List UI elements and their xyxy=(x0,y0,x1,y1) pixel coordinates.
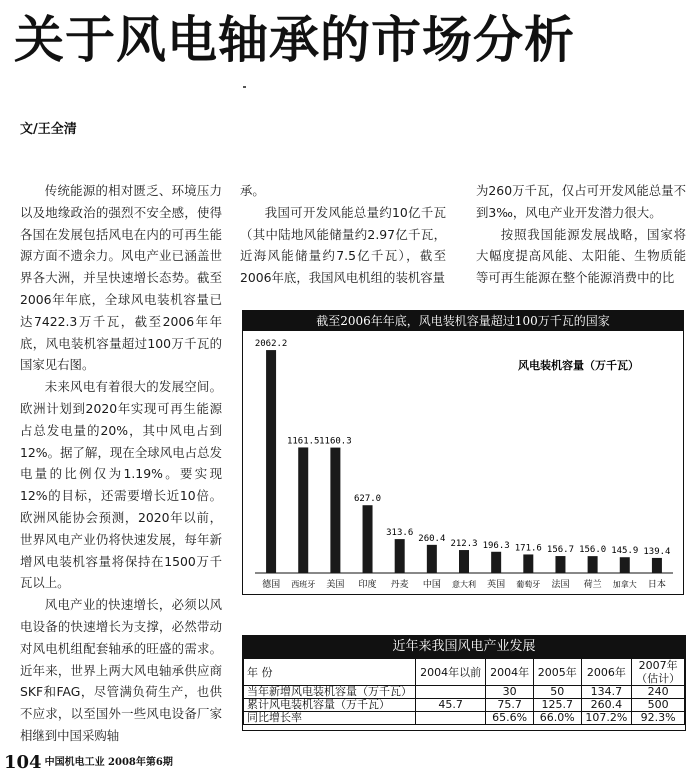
cell: 66.0% xyxy=(533,712,581,725)
data-label: 313.6 xyxy=(386,528,414,539)
bar-法国 xyxy=(555,556,565,573)
bar-印度 xyxy=(363,505,373,573)
cell xyxy=(416,712,486,725)
data-label: 1160.3 xyxy=(319,436,352,447)
bar-美国 xyxy=(330,448,340,573)
header-2007-line2: （估计） xyxy=(636,672,681,685)
cell: 125.7 xyxy=(533,699,581,712)
paragraph: 传统能源的相对匮乏、环境压力以及地缘政治的强烈不安全感，使得各国在发展包括风电在内的可再生能源方面不遗余力。风电产业已涵盖世界各大洲，并呈快速增长态势。截至2006年年底，全球风电装机容量已达7422.3万千瓦，截至2006年年底，风电装机容量超过100万千瓦的国家见右图。 xyxy=(20,183,222,373)
bar-西班牙 xyxy=(298,447,308,573)
column-2 xyxy=(240,180,446,289)
page-number: 104 xyxy=(4,752,42,773)
category-label: 荷兰 xyxy=(583,580,602,590)
header-col: 2004年以前 xyxy=(416,659,486,686)
bar-加拿大 xyxy=(620,557,630,573)
chart-legend: 风电装机容量（万千瓦） xyxy=(518,359,639,372)
cell: 50 xyxy=(533,686,581,699)
data-label: 1161.5 xyxy=(286,436,320,447)
data-label: 171.6 xyxy=(514,543,542,554)
bar-荷兰 xyxy=(588,556,598,573)
category-label: 日本 xyxy=(647,580,666,590)
row-label: 当年新增风电装机容量（万千瓦） xyxy=(244,686,416,699)
column-3 xyxy=(476,180,686,289)
data-label: 2062.2 xyxy=(254,339,288,350)
data-label: 156.0 xyxy=(579,545,607,556)
category-label: 加拿大 xyxy=(612,580,637,589)
cell: 45.7 xyxy=(416,699,486,712)
header-year: 年 份 xyxy=(244,659,416,686)
data-label: 212.3 xyxy=(450,539,478,550)
category-label: 中国 xyxy=(422,580,441,590)
cell: 240 xyxy=(632,686,685,699)
cell: 75.7 xyxy=(486,699,534,712)
decorative-dot xyxy=(243,86,246,88)
data-label: 196.3 xyxy=(482,540,510,551)
data-label: 139.4 xyxy=(643,546,671,557)
category-label: 西班牙 xyxy=(291,580,316,589)
row-label: 累计风电装机容量（万千瓦） xyxy=(244,699,416,712)
journal-name: 中国机电工业 2008年第6期 xyxy=(44,757,173,768)
paragraph: 承。 xyxy=(240,183,265,198)
category-label: 葡萄牙 xyxy=(516,580,541,589)
data-label: 156.7 xyxy=(546,545,575,556)
bar-英国 xyxy=(491,552,501,573)
paragraph: 按照我国能源发展战略，国家将大幅度提高风能、太阳能、生物质能等可再生能源在整个能源消费中的比 xyxy=(476,226,686,286)
data-label: 145.9 xyxy=(611,546,639,557)
industry-table xyxy=(242,635,686,731)
cell: 65.6% xyxy=(486,712,534,725)
chart-canvas xyxy=(243,311,683,594)
author-byline: 文/王全清 xyxy=(20,122,77,137)
header-col: 2005年 xyxy=(533,659,581,686)
wind-capacity-chart xyxy=(242,310,684,595)
cell: 134.7 xyxy=(581,686,632,699)
table-title: 近年来我国风电产业发展 xyxy=(243,636,685,658)
category-label: 丹麦 xyxy=(390,580,409,590)
bar-意大利 xyxy=(459,550,469,573)
header-col-2007 xyxy=(632,659,685,686)
chart-title: 截至2006年年底，风电装机容量超过100万千瓦的国家 xyxy=(243,311,683,331)
category-label: 德国 xyxy=(262,580,281,590)
bar-中国 xyxy=(427,545,437,573)
bar-葡萄牙 xyxy=(523,554,533,573)
header-col: 2006年 xyxy=(581,659,632,686)
data-table xyxy=(243,658,685,725)
bar-德国 xyxy=(266,350,276,573)
cell: 500 xyxy=(632,699,685,712)
category-label: 印度 xyxy=(358,580,377,590)
bar-日本 xyxy=(652,558,662,573)
cell: 30 xyxy=(486,686,534,699)
article-title: 关于风电轴承的市场分析 xyxy=(14,10,575,69)
header-2007-line1: 2007年 xyxy=(638,659,678,672)
table-row xyxy=(244,712,685,725)
paragraph: 为260万千瓦，仅占可开发风能总量不到3‰，风电产业开发潜力很大。 xyxy=(476,183,686,220)
data-label: 627.0 xyxy=(353,494,382,505)
column-1 xyxy=(20,180,222,747)
data-label: 260.4 xyxy=(418,533,446,544)
bar-丹麦 xyxy=(395,539,405,573)
table-row xyxy=(244,686,685,699)
paragraph: 风电产业的快速增长，必须以风电设备的快速增长为支撑，必然带动对风电机组配套轴承的旺盛的需求。近年来，世界上两大风电轴承供应商SKF和FAG，尽管满负荷生产，也供不应求，以至国外一些风电设备厂家相继到中国采购轴 xyxy=(20,597,222,743)
paragraph: 未来风电有着很大的发展空间。欧洲计划到2020年实现可再生能源占总发电量的20%，其中风电占到12%。据了解，现在全球风电占总发电量的比例仅为1.19%。要实现12%的目标，还需要增长近10倍。欧洲风能协会预测，2020年以前，世界风电产业仍将快速发展，每年新增风电装机容量将保持在1500万千瓦以上。 xyxy=(20,379,222,591)
category-label: 英国 xyxy=(487,580,506,590)
category-label: 法国 xyxy=(551,580,570,590)
cell: 260.4 xyxy=(581,699,632,712)
row-label: 同比增长率 xyxy=(244,712,416,725)
category-label: 美国 xyxy=(326,580,345,590)
page-footer xyxy=(4,752,173,773)
category-label: 意大利 xyxy=(452,580,476,589)
header-col: 2004年 xyxy=(486,659,534,686)
cell xyxy=(416,686,486,699)
table-header-row xyxy=(244,659,685,686)
cell: 107.2% xyxy=(581,712,632,725)
cell: 92.3% xyxy=(632,712,685,725)
table-row xyxy=(244,699,685,712)
paragraph: 我国可开发风能总量约10亿千瓦（其中陆地风能储量约2.97亿千瓦，近海风能储量约7.5亿千瓦），截至2006年底，我国风电机组的装机容量 xyxy=(240,204,446,286)
